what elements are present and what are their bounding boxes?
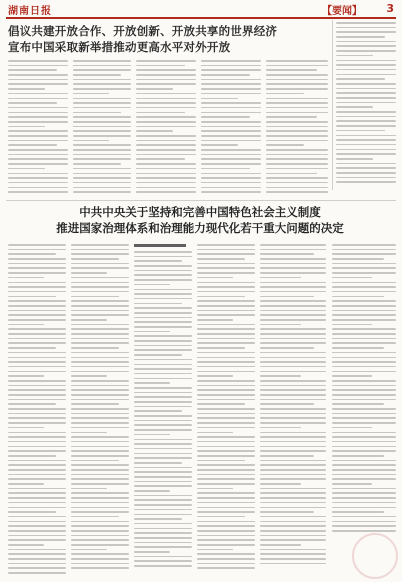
headline-top-line2: 宣布中国采取新举措推动更高水平对外开放: [8, 40, 231, 54]
top-article-col3: [136, 60, 196, 198]
main-article-col2: [71, 244, 129, 576]
headline-top-line1: 倡议共建开放合作、开放创新、开放共享的世界经济: [8, 24, 278, 38]
sidebar-column: [336, 22, 396, 190]
section-label: 【要闻】: [322, 6, 362, 17]
headline-main-line2: 推进国家治理体系和治理能力现代化若干重大问题的决定: [56, 221, 344, 235]
sidebar-divider: [332, 20, 333, 190]
section-divider: [6, 200, 396, 201]
main-article-col4: [197, 244, 255, 576]
top-article-col1: [8, 60, 68, 198]
main-article-col6: [332, 244, 396, 534]
page-number: 3: [386, 2, 394, 15]
watermark-seal: [352, 533, 398, 579]
headline-main-line1: 中共中央关于坚持和完善中国特色社会主义制度: [79, 205, 321, 219]
top-article-col5: [266, 60, 328, 198]
header-rule: [6, 17, 396, 19]
main-article-col1: [8, 244, 66, 576]
masthead: 湖南日报: [8, 6, 52, 17]
top-article-col2: [73, 60, 131, 198]
main-article-col3: [134, 244, 192, 576]
main-article-col5: [260, 244, 326, 576]
top-article-col4: [201, 60, 261, 198]
